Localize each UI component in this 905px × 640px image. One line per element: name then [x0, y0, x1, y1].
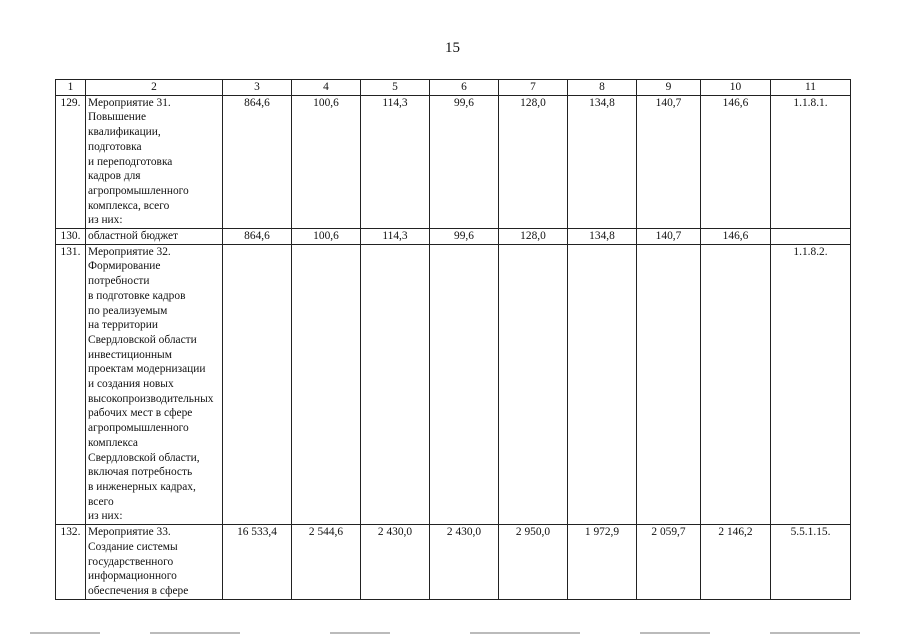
- value-cell: 134,8: [568, 229, 637, 245]
- target-code: 1.1.8.2.: [771, 244, 851, 524]
- value-cell: 100,6: [292, 229, 361, 245]
- value-cell: [223, 244, 292, 524]
- column-header: 4: [292, 80, 361, 96]
- value-cell: 114,3: [361, 95, 430, 228]
- row-number: 132.: [56, 525, 86, 600]
- value-cell: 2 544,6: [292, 525, 361, 600]
- target-code: 5.5.1.15.: [771, 525, 851, 600]
- column-header: 5: [361, 80, 430, 96]
- activity-name: областной бюджет: [86, 229, 223, 245]
- activity-name: Мероприятие 32. Формирование потребности в подготовке кадров по реализуемым на территории Свердловской области инвестиционным проектам модернизации и создания новых высокопроизводительных рабочих мест в сфере агропромышленного комплекса Свердловской области, включая потребность в инженерных кадрах, всего из них:: [86, 244, 223, 524]
- column-header: 6: [430, 80, 499, 96]
- column-header: 9: [637, 80, 701, 96]
- value-cell: 864,6: [223, 95, 292, 228]
- row-number: 129.: [56, 95, 86, 228]
- table-row: [56, 525, 851, 600]
- page-number: 15: [445, 40, 460, 56]
- scan-edge-marks: [0, 628, 905, 640]
- value-cell: [568, 244, 637, 524]
- value-cell: 146,6: [701, 229, 771, 245]
- value-cell: 140,7: [637, 229, 701, 245]
- target-code: 1.1.8.1.: [771, 95, 851, 228]
- value-cell: [430, 244, 499, 524]
- value-cell: [361, 244, 430, 524]
- table-header-row: [56, 80, 851, 96]
- activity-name: Мероприятие 31. Повышение квалификации, подготовка и переподготовка кадров для агропромышленного комплекса, всего из них:: [86, 95, 223, 228]
- target-code: [771, 229, 851, 245]
- value-cell: 2 146,2: [701, 525, 771, 600]
- value-cell: [499, 244, 568, 524]
- value-cell: 16 533,4: [223, 525, 292, 600]
- table-row: [56, 95, 851, 228]
- value-cell: [637, 244, 701, 524]
- column-header: 2: [86, 80, 223, 96]
- column-header: 3: [223, 80, 292, 96]
- value-cell: 134,8: [568, 95, 637, 228]
- value-cell: 2 430,0: [430, 525, 499, 600]
- value-cell: 99,6: [430, 229, 499, 245]
- value-cell: [701, 244, 771, 524]
- value-cell: 1 972,9: [568, 525, 637, 600]
- value-cell: 99,6: [430, 95, 499, 228]
- column-header: 8: [568, 80, 637, 96]
- value-cell: 864,6: [223, 229, 292, 245]
- value-cell: 2 430,0: [361, 525, 430, 600]
- value-cell: 128,0: [499, 95, 568, 228]
- table-row: [56, 229, 851, 245]
- row-number: 131.: [56, 244, 86, 524]
- value-cell: 2 059,7: [637, 525, 701, 600]
- value-cell: 100,6: [292, 95, 361, 228]
- column-header: 7: [499, 80, 568, 96]
- value-cell: 140,7: [637, 95, 701, 228]
- row-number: 130.: [56, 229, 86, 245]
- activity-name: Мероприятие 33. Создание системы государственного информационного обеспечения в сфере: [86, 525, 223, 600]
- column-header: 11: [771, 80, 851, 96]
- value-cell: [292, 244, 361, 524]
- value-cell: 2 950,0: [499, 525, 568, 600]
- column-header: 1: [56, 80, 86, 96]
- value-cell: 114,3: [361, 229, 430, 245]
- budget-table: [55, 79, 851, 600]
- value-cell: 128,0: [499, 229, 568, 245]
- column-header: 10: [701, 80, 771, 96]
- value-cell: 146,6: [701, 95, 771, 228]
- table-row: [56, 244, 851, 524]
